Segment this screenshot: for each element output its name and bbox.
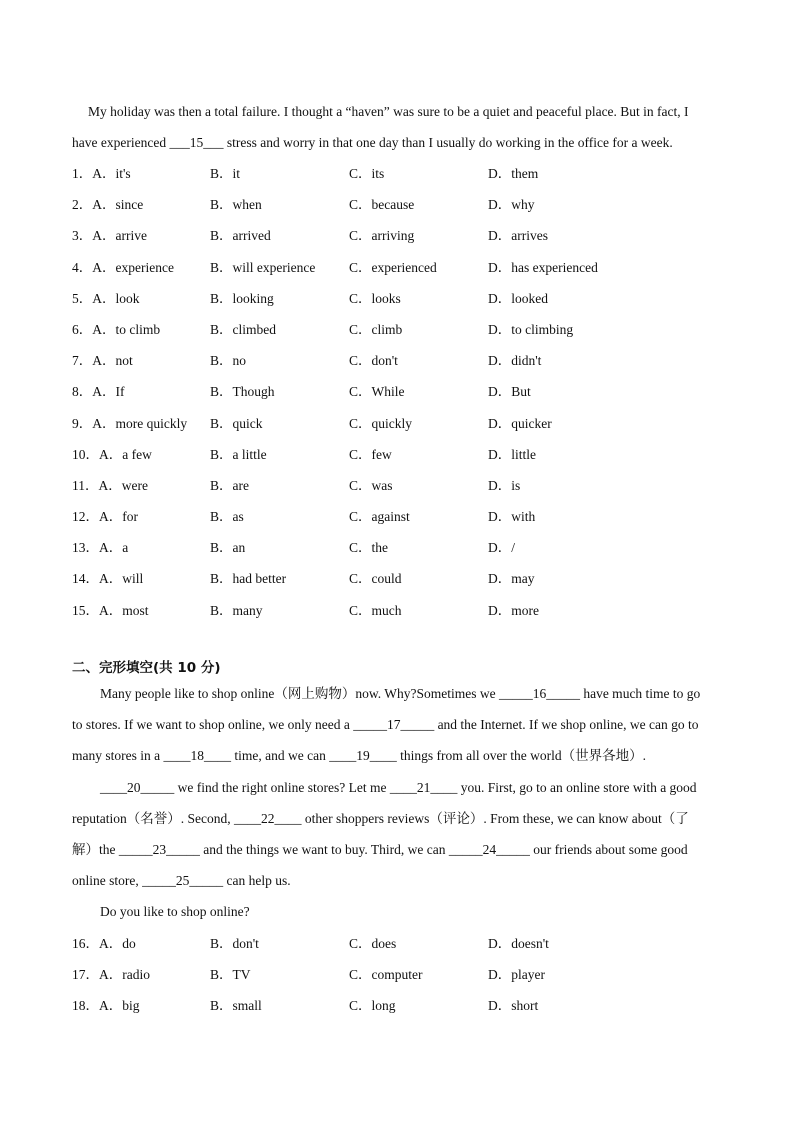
option-c: C．was — [349, 477, 393, 493]
option-d: D．why — [488, 197, 535, 213]
option-d: D．/ — [488, 540, 515, 556]
passage-text: many stores in a — [72, 748, 164, 764]
option-row — [72, 408, 732, 439]
passage-line — [72, 709, 717, 740]
option-c: C．could — [349, 571, 402, 587]
option-a: 18．A．big — [72, 998, 140, 1014]
option-row — [72, 314, 732, 345]
passage-text: and the Internet. If we shop online, we can go to — [434, 717, 699, 733]
option-c: C．arriving — [349, 228, 415, 244]
passage-line — [72, 803, 717, 834]
option-a: 14．A．will — [72, 571, 144, 587]
option-row — [72, 928, 732, 959]
option-b: B．quick — [210, 415, 263, 431]
passage-text: online store, — [72, 873, 143, 889]
passage-text: reputation（名誉）. Second, — [72, 810, 234, 826]
option-d: D．short — [488, 998, 539, 1014]
passage-line — [72, 772, 717, 803]
option-a: 7．A．not — [72, 353, 133, 369]
options-list-1 — [72, 158, 732, 626]
blank-18: ____18____ — [163, 748, 231, 764]
option-row — [72, 189, 732, 220]
option-c: C．looks — [349, 290, 401, 306]
option-a: 16．A．do — [72, 936, 136, 951]
passage-text: have much time to go — [579, 686, 701, 701]
option-c: C．much — [349, 602, 402, 618]
option-c: C．quickly — [349, 415, 412, 431]
option-b: B．a little — [210, 446, 267, 462]
passage-text: Many people like to shop online（网上购物）now. Why?Sometimes we — [100, 686, 499, 701]
passage-line — [72, 865, 717, 896]
option-b: B．an — [210, 540, 246, 556]
option-c: C．its — [349, 166, 385, 181]
option-a: 1．A．it's — [72, 166, 131, 181]
option-c: C．because — [349, 197, 415, 213]
option-b: B．TV — [210, 967, 251, 983]
option-d: D．arrives — [488, 228, 548, 244]
passage-text: and the things we want to buy. Third, we can — [199, 842, 449, 858]
option-a: 5．A．look — [72, 290, 140, 306]
option-c: C．few — [349, 446, 392, 462]
passage-text: other shoppers reviews（评论）. From these, we can know about（了 — [301, 810, 689, 826]
blank-25: _____25_____ — [142, 873, 224, 889]
option-a: 11．A．were — [72, 477, 148, 493]
option-d: D．to climbing — [488, 321, 574, 337]
blank-21: ____21____ — [389, 779, 458, 795]
passage-text: we find the right online stores? Let me — [174, 779, 390, 795]
passage-line — [72, 127, 717, 158]
option-b: B．looking — [210, 290, 274, 306]
blank-19: ____19____ — [329, 748, 397, 764]
option-b: B．don't — [210, 936, 259, 951]
option-a: 3．A．arrive — [72, 228, 147, 244]
option-a: 9．A．more quickly — [72, 415, 188, 431]
blank-15: ___15___ — [169, 135, 224, 151]
option-b: B．Though — [210, 384, 275, 400]
option-d: D．them — [488, 166, 539, 181]
option-b: B．when — [210, 197, 262, 213]
passage-text: to stores. If we want to shop online, we only need a — [72, 717, 354, 733]
option-a: 15．A．most — [72, 602, 149, 618]
option-row — [72, 376, 732, 407]
option-a: 2．A．since — [72, 197, 144, 213]
blank-24: _____24_____ — [448, 842, 530, 858]
option-d: D．doesn't — [488, 936, 549, 951]
option-row — [72, 959, 732, 990]
option-row — [72, 532, 732, 563]
passage-text: stress and worry in that one day than I usually do working in the office for a week. — [223, 135, 673, 151]
passage-text: can help us. — [223, 873, 291, 889]
section-title: 二、完形填空(共 10 分) — [72, 660, 221, 676]
option-b: B．climbed — [210, 321, 276, 337]
option-row — [72, 595, 732, 626]
option-row — [72, 439, 732, 470]
option-b: B．no — [210, 353, 247, 369]
blank-17: _____17_____ — [353, 717, 435, 733]
option-d: D．looked — [488, 290, 548, 306]
option-d: D．quicker — [488, 415, 552, 431]
option-d: D．But — [488, 384, 531, 400]
passage-line — [72, 96, 717, 127]
option-a: 13．A．a — [72, 540, 129, 556]
blank-20: ____20_____ — [100, 779, 175, 795]
option-b: B．are — [210, 477, 249, 493]
option-d: D．is — [488, 477, 521, 493]
option-c: C．While — [349, 384, 405, 400]
blank-23: _____23_____ — [118, 842, 200, 858]
option-d: D．has experienced — [488, 259, 598, 275]
options-list-2 — [72, 928, 732, 1022]
option-a: 4．A．experience — [72, 259, 174, 275]
option-c: C．don't — [349, 353, 398, 369]
option-a: 8．A．If — [72, 384, 125, 400]
option-d: D．may — [488, 571, 535, 587]
option-c: C．experienced — [349, 259, 437, 275]
option-a: 10．A．a few — [72, 446, 152, 462]
passage-text: time, and we can — [230, 748, 330, 764]
option-d: D．didn't — [488, 353, 542, 369]
option-b: B．will experience — [210, 259, 316, 275]
passage-text: our friends about some good — [529, 842, 688, 858]
option-b: B．small — [210, 998, 262, 1014]
option-row — [72, 345, 732, 376]
option-row — [72, 283, 732, 314]
passage-text: My holiday was then a total failure. I thought a “haven” was sure to be a quiet and peaceful place. But in fact, I — [88, 104, 689, 119]
passage-section2 — [72, 678, 717, 928]
option-b: B．as — [210, 509, 244, 525]
option-d: D．player — [488, 967, 545, 983]
option-c: C．the — [349, 540, 388, 556]
option-d: D．more — [488, 602, 539, 618]
passage-text: have experienced — [72, 135, 170, 151]
passage-line — [72, 740, 717, 771]
option-a: 12．A．for — [72, 509, 138, 525]
option-b: B．many — [210, 602, 263, 618]
passage-line — [72, 678, 717, 709]
passage-section1 — [72, 96, 717, 158]
blank-22: ____22____ — [233, 810, 302, 826]
passage-text: you. First, go to an online store with a good — [457, 779, 697, 795]
blank-16: _____16_____ — [498, 686, 580, 701]
passage-text: 解）the — [72, 842, 119, 858]
option-d: D．little — [488, 446, 536, 462]
option-row — [72, 470, 732, 501]
option-b: B．had better — [210, 571, 287, 587]
option-row — [72, 501, 732, 532]
option-b: B．arrived — [210, 228, 271, 244]
option-d: D．with — [488, 509, 536, 525]
option-row — [72, 563, 732, 594]
option-b: B．it — [210, 166, 241, 181]
option-a: 6．A．to climb — [72, 321, 161, 337]
option-c: C．computer — [349, 967, 423, 983]
option-a: 17．A．radio — [72, 967, 150, 983]
option-row — [72, 220, 732, 251]
option-c: C．against — [349, 509, 410, 525]
option-c: C．does — [349, 936, 397, 951]
passage-text: things from all over the world（世界各地）. — [396, 748, 647, 764]
option-row — [72, 990, 732, 1021]
passage-line — [72, 896, 717, 927]
option-row — [72, 252, 732, 283]
option-c: C．climb — [349, 321, 403, 337]
option-c: C．long — [349, 998, 396, 1014]
passage-text: Do you like to shop online? — [100, 904, 250, 920]
passage-line — [72, 834, 717, 865]
option-row — [72, 158, 732, 189]
